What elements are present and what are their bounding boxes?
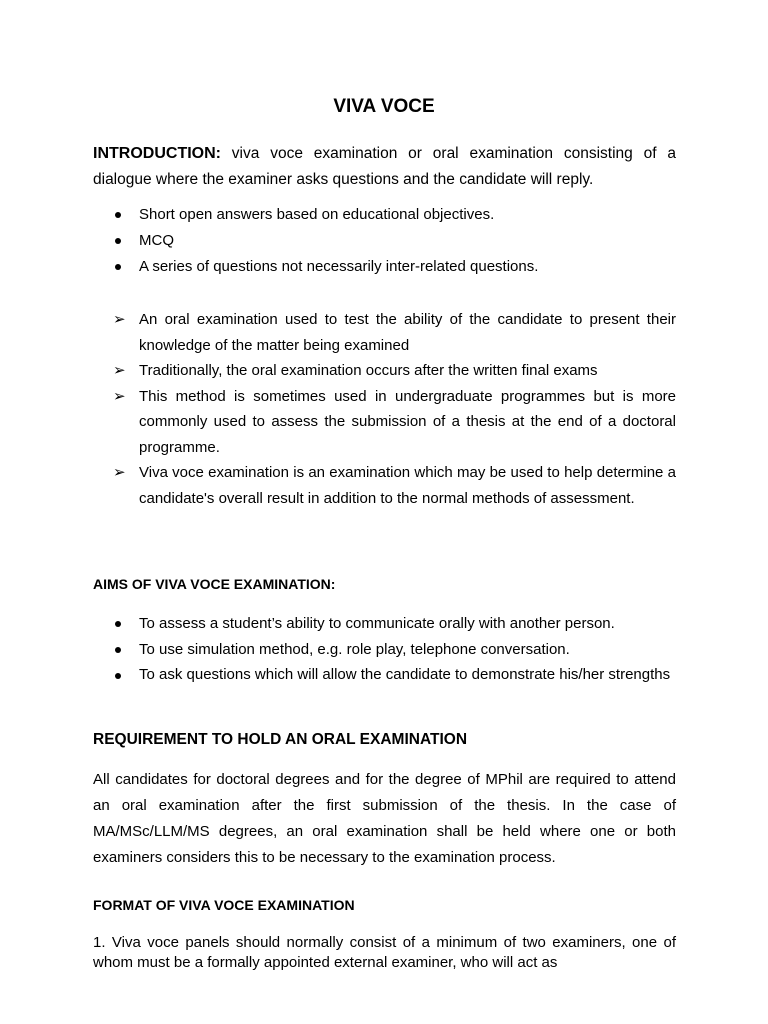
format-paragraph: 1. Viva voce panels should normally consist of a minimum of two examiners, one of whom must be a formally appointed external examiner, who will act as [93,934,676,971]
list-item: To assess a student’s ability to communicate orally with another person. [93,611,676,637]
bullet-icon [115,647,121,653]
list-item: To ask questions which will allow the candidate to demonstrate his/her strengths [93,663,676,686]
arrow-bullet-icon: ➢ [113,464,126,481]
arrow-bullet-icon: ➢ [113,387,126,405]
format-heading: FORMAT OF VIVA VOCE EXAMINATION [93,897,355,913]
list-item: ➢ An oral examination used to test the ability of the candidate to present their knowledge of the matter being examined [93,307,676,358]
list-item: To use simulation method, e.g. role play, telephone conversation. [93,637,676,663]
list-item: ➢ Traditionally, the oral examination occurs after the written final exams [93,358,676,384]
list-item: MCQ [93,228,676,254]
list-item: Short open answers based on educational objectives. [93,202,676,228]
requirement-paragraph: All candidates for doctoral degrees and for the degree of MPhil are required to attend an oral examination after the first submission of the thesis. In the case of MA/MSc/LLM/MS degrees, an oral examination shall be held where one or both examiners considers this to be necessary to the examination process. [93,771,676,866]
page-title: VIVA VOCE [333,96,435,117]
introduction-paragraph [93,141,676,193]
list-item: ➢ Viva voce examination is an examination which may be used to help determine a candidate's overall result in addition to the normal methods of assessment. [93,460,676,511]
introduction-label: INTRODUCTION: [93,145,221,162]
list-item: A series of questions not necessarily inter-related questions. [93,254,676,280]
arrow-bullet-icon: ➢ [113,311,126,328]
aims-list [93,611,676,686]
points-list [93,307,676,511]
bullet-icon [115,621,121,627]
aims-heading: AIMS OF VIVA VOCE EXAMINATION: [93,576,336,592]
requirement-heading: REQUIREMENT TO HOLD AN ORAL EXAMINATION [93,731,468,748]
list-item: ➢ This method is sometimes used in undergraduate programmes but is more commonly used to assess the submission of a thesis at the end of a doctoral programme. [93,384,676,461]
bullet-icon [115,673,121,679]
arrow-bullet-icon: ➢ [113,362,126,379]
question-types-list [93,202,676,280]
bullet-icon [115,238,121,244]
bullet-icon [115,264,121,270]
bullet-icon [115,212,121,218]
introduction-text: viva voce examination or oral examination consisting of a dialogue where the examiner asks questions and the candidate will reply. [93,145,676,188]
